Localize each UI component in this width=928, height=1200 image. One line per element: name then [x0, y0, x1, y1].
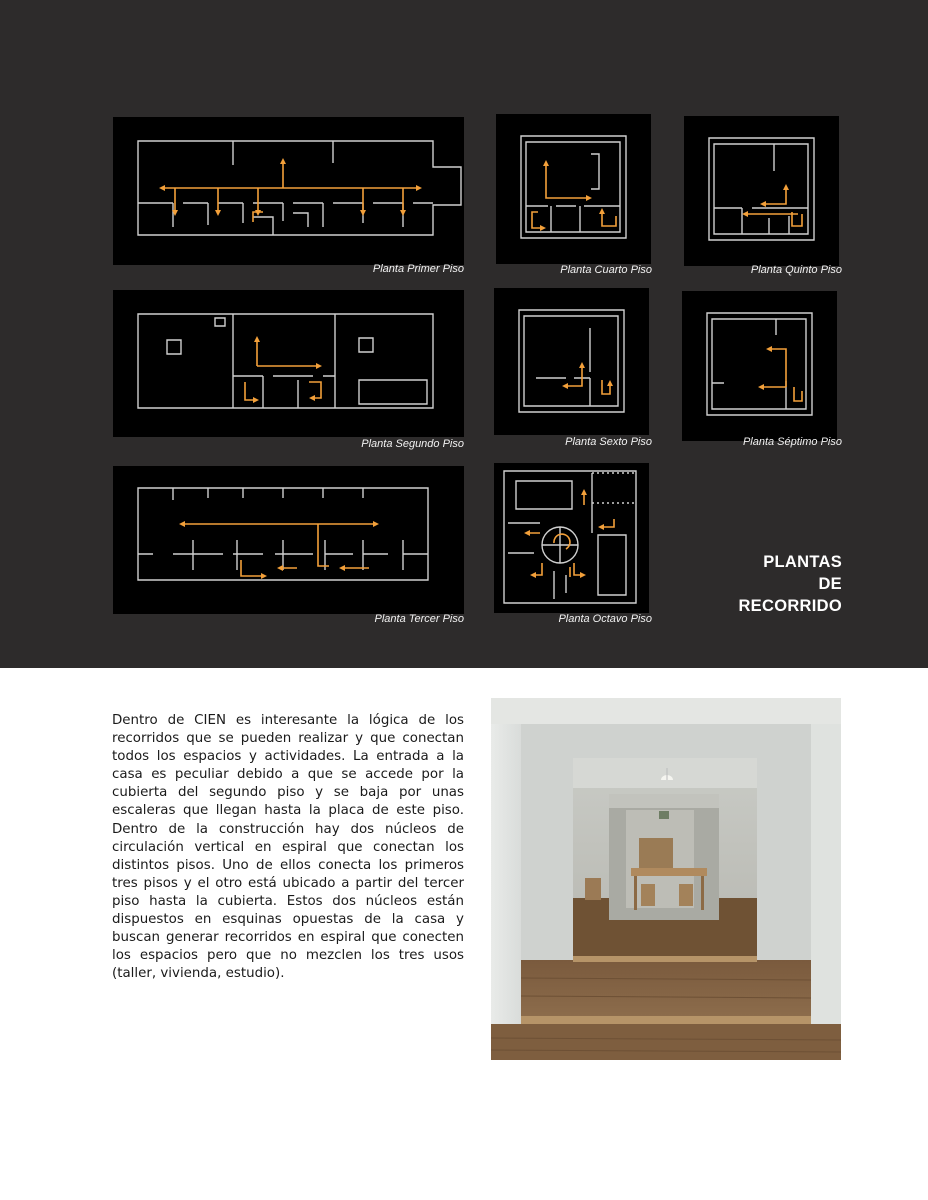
plan-septimo-piso — [682, 291, 837, 441]
floor-plan-drawing — [496, 114, 651, 264]
caption-primer-piso: Planta Primer Piso — [372, 263, 464, 275]
caption-cuarto-piso: Planta Cuarto Piso — [560, 264, 652, 276]
section-title-line-2: DE — [818, 575, 842, 593]
floor-plan-drawing — [494, 463, 649, 613]
floor-plan-drawing — [113, 290, 464, 437]
caption-octavo-piso: Planta Octavo Piso — [558, 613, 652, 625]
caption-segundo-piso: Planta Segundo Piso — [361, 438, 464, 450]
plan-segundo-piso — [113, 290, 464, 437]
floor-plan-drawing — [682, 291, 837, 441]
section-title — [700, 551, 842, 617]
caption-quinto-piso: Planta Quinto Piso — [750, 264, 842, 276]
section-title-line-1: PLANTAS — [763, 553, 842, 571]
floor-plan-drawing — [113, 466, 464, 614]
plan-cuarto-piso — [496, 114, 651, 264]
floor-plan-drawing — [494, 288, 649, 435]
floor-plan-drawing — [684, 116, 839, 266]
caption-septimo-piso: Planta Séptimo Piso — [742, 436, 842, 448]
section-title-line-3: RECORRIDO — [738, 597, 842, 615]
plan-octavo-piso — [494, 463, 649, 613]
plan-quinto-piso — [684, 116, 839, 266]
body-paragraph: Dentro de CIEN es interesante la lógica de los recorridos que se pueden realizar y que conectan todos los espacios y actividades. La entrada a la casa es peculiar debido a que se accede por la cubierta del segundo piso y se baja por unas escaleras que llegan hasta la placa de este piso. Dentro de la construcción hay dos núcleos de circulación vertical en espiral que conectan los distintos pisos. Uno de ellos conecta los primeros tres pisos y el otro está ubicado a partir del tercer piso hasta la cubierta. Estos dos núcleos están dispuestos en esquinas opuestas de la casa y buscan generar recorridos en espiral que conecten los espacios pero que no mezclen los tres usos (taller, vivienda, estudio). — [112, 713, 464, 982]
plan-primer-piso — [113, 117, 464, 265]
caption-sexto-piso: Planta Sexto Piso — [565, 436, 652, 448]
caption-tercer-piso: Planta Tercer Piso — [374, 613, 464, 625]
floor-plan-drawing — [113, 117, 464, 265]
interior-photo — [491, 698, 841, 1060]
plan-tercer-piso — [113, 466, 464, 614]
plan-sexto-piso — [494, 288, 649, 435]
